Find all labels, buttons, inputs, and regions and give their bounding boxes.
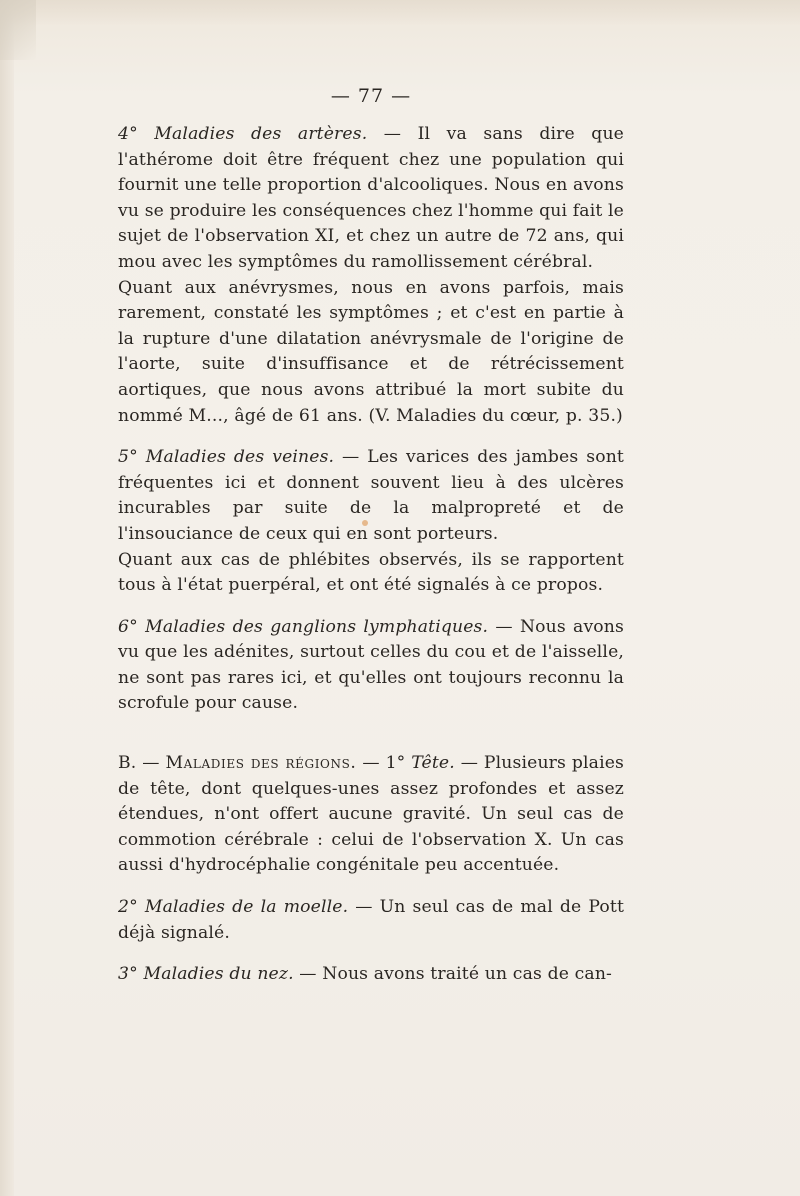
heading-moelle: 2° Maladies de la moelle. bbox=[118, 897, 349, 918]
text-moelle: — Un seul cas de mal de Pott déjà signalé. bbox=[118, 897, 624, 943]
prefix-regions: B. — bbox=[118, 753, 166, 774]
heading-regions: Maladies des régions. bbox=[165, 753, 357, 774]
heading-veines: 5° Maladies des veines. bbox=[118, 447, 335, 468]
page-left-edge bbox=[0, 0, 14, 1196]
text-nez: — Nous avons traité un cas de can- bbox=[293, 964, 613, 985]
heading-arteres: 4° Maladies des artères. bbox=[118, 124, 368, 144]
text-phlebites: Quant aux cas de phlébites observés, ils se rapportent tous à l'état puerpéral, et ont été signalés à ce propos. bbox=[118, 549, 624, 596]
paragraph-regions bbox=[118, 751, 624, 879]
page-top-shadow bbox=[0, 0, 800, 26]
text-veines: — Les varices des jambes sont fréquentes ici et donnent souvent lieu à des ulcères incurables par suite de la malpropreté et de l'insouciance de ceux qui en sont porteurs. bbox=[118, 447, 624, 544]
text-ganglions: — Nous avons vu que les adénites, surtout celles du cou et de l'aisselle, ne sont pas rares ici, et qu'elles ont toujours reconnu la scrofule pour cause. bbox=[118, 616, 624, 714]
text-arteres: — Il va sans dire que l'athérome doit être fréquent chez une population qui fournit une telle proportion d'alcooliques. Nous en avons vu se produire les conséquences chez l'homme qui fait le sujet de l'observation XI, et chez un autre de 72 ans, qui mou avec les symptômes du ramollissement cérébral. bbox=[118, 124, 624, 272]
heading-tete: Tête. bbox=[411, 753, 455, 774]
page-corner-shadow bbox=[0, 0, 36, 60]
text-tete: — Plusieurs plaies de tête, dont quelques-unes assez profondes et assez étendues, n'ont offert aucune gravité. Un seul cas de commotion cérébrale : celui de l'observation X. Un cas aussi d'hydrocéphalie congénitale peu accentuée. bbox=[118, 753, 625, 876]
page-number: — 77 — bbox=[330, 85, 412, 107]
paragraph-arteres bbox=[118, 122, 624, 276]
paragraph-veines bbox=[118, 445, 624, 547]
page-body bbox=[118, 80, 624, 988]
heading-ganglions: 6° Maladies des ganglions lymphatiques. bbox=[118, 616, 489, 637]
paragraph-anevrysmes bbox=[118, 276, 624, 430]
heading-nez: 3° Maladies du nez. bbox=[118, 964, 294, 985]
paragraph-nez bbox=[118, 962, 624, 988]
paragraph-moelle bbox=[118, 895, 624, 946]
paragraph-ganglions bbox=[118, 615, 624, 717]
text-anevrysmes: Quant aux anévrysmes, nous en avons parfois, mais rarement, constaté les symptômes ; et c'est en partie à la rupture d'une dilatation anévrysmale de l'origine de l'aorte, suite d'insuffisance et de rétrécissement aortiques, que nous avons attribué la mort subite du nommé M..., âgé de 61 ans. (V. Maladies du cœur, p. 35.) bbox=[118, 277, 624, 426]
paragraph-phlebites bbox=[118, 548, 624, 599]
mid-regions: — 1° bbox=[356, 753, 412, 774]
